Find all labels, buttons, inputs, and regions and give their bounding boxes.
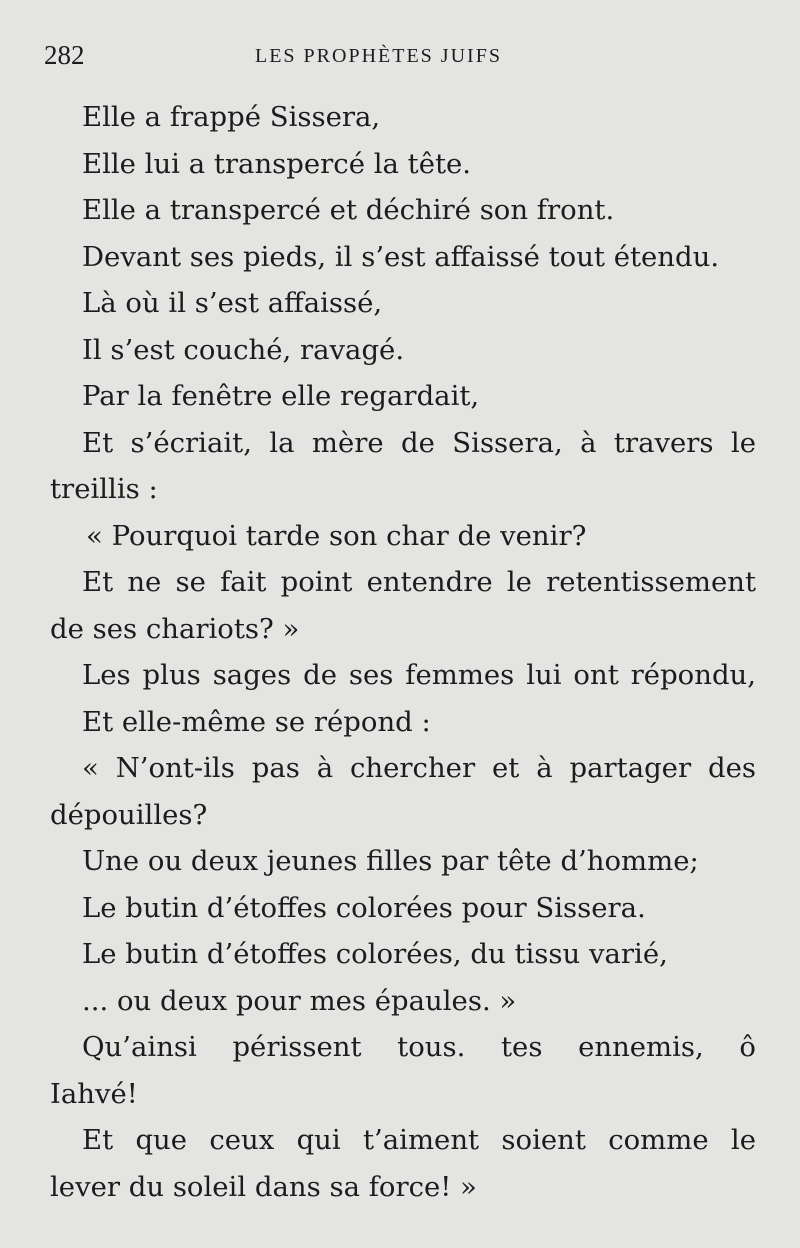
text-line: Par la fenêtre elle regardait,: [82, 380, 480, 412]
text-line: Une ou deux jeunes filles par tête d’homme;: [82, 845, 699, 877]
text-line: Là où il s’est affaissé,: [82, 287, 383, 319]
text-line: treillis :: [50, 473, 158, 505]
text-line: ... ou deux pour mes épaules. »: [82, 984, 517, 1017]
text-line: Devant ses pieds, il s’est affaissé tout étendu.: [82, 240, 720, 273]
text-line: Et elle-même se répond :: [82, 705, 431, 738]
text-line: Il s’est couché, ravagé.: [82, 333, 405, 366]
text-line: Le butin d’étoffes colorées pour Sissera.: [82, 891, 646, 924]
text-line: Et que ceux qui t’aiment soient comme le: [82, 1124, 756, 1156]
page-number: 282: [44, 40, 85, 70]
text-line: Et ne se fait point entendre le retentissement: [82, 566, 756, 598]
text-line: Elle a transpercé et déchiré son front.: [82, 194, 615, 226]
text-line: Le butin d’étoffes colorées, du tissu varié,: [82, 938, 668, 970]
text-line: « Pourquoi tarde son char de venir?: [86, 519, 587, 552]
text-line: Elle a frappé Sissera,: [82, 101, 381, 133]
text-line: Elle lui a transpercé la tête.: [82, 147, 472, 180]
poem-text: [50, 94, 756, 1210]
text-line: dépouilles?: [50, 798, 208, 831]
running-title: LES PROPHÈTES JUIFS: [255, 45, 502, 67]
text-line: « N’ont-ils pas à chercher et à partager des: [82, 752, 756, 784]
text-line: de ses chariots? »: [50, 612, 300, 645]
text-line: Qu’ainsi périssent tous. tes ennemis, ô: [82, 1031, 756, 1063]
text-line: lever du soleil dans sa force! »: [50, 1170, 477, 1203]
text-line: Les plus sages de ses femmes lui ont répondu,: [82, 659, 756, 691]
page-header: [44, 40, 754, 74]
text-line: Et s’écriait, la mère de Sissera, à travers le: [82, 426, 756, 459]
text-line: Iahvé!: [50, 1077, 138, 1110]
